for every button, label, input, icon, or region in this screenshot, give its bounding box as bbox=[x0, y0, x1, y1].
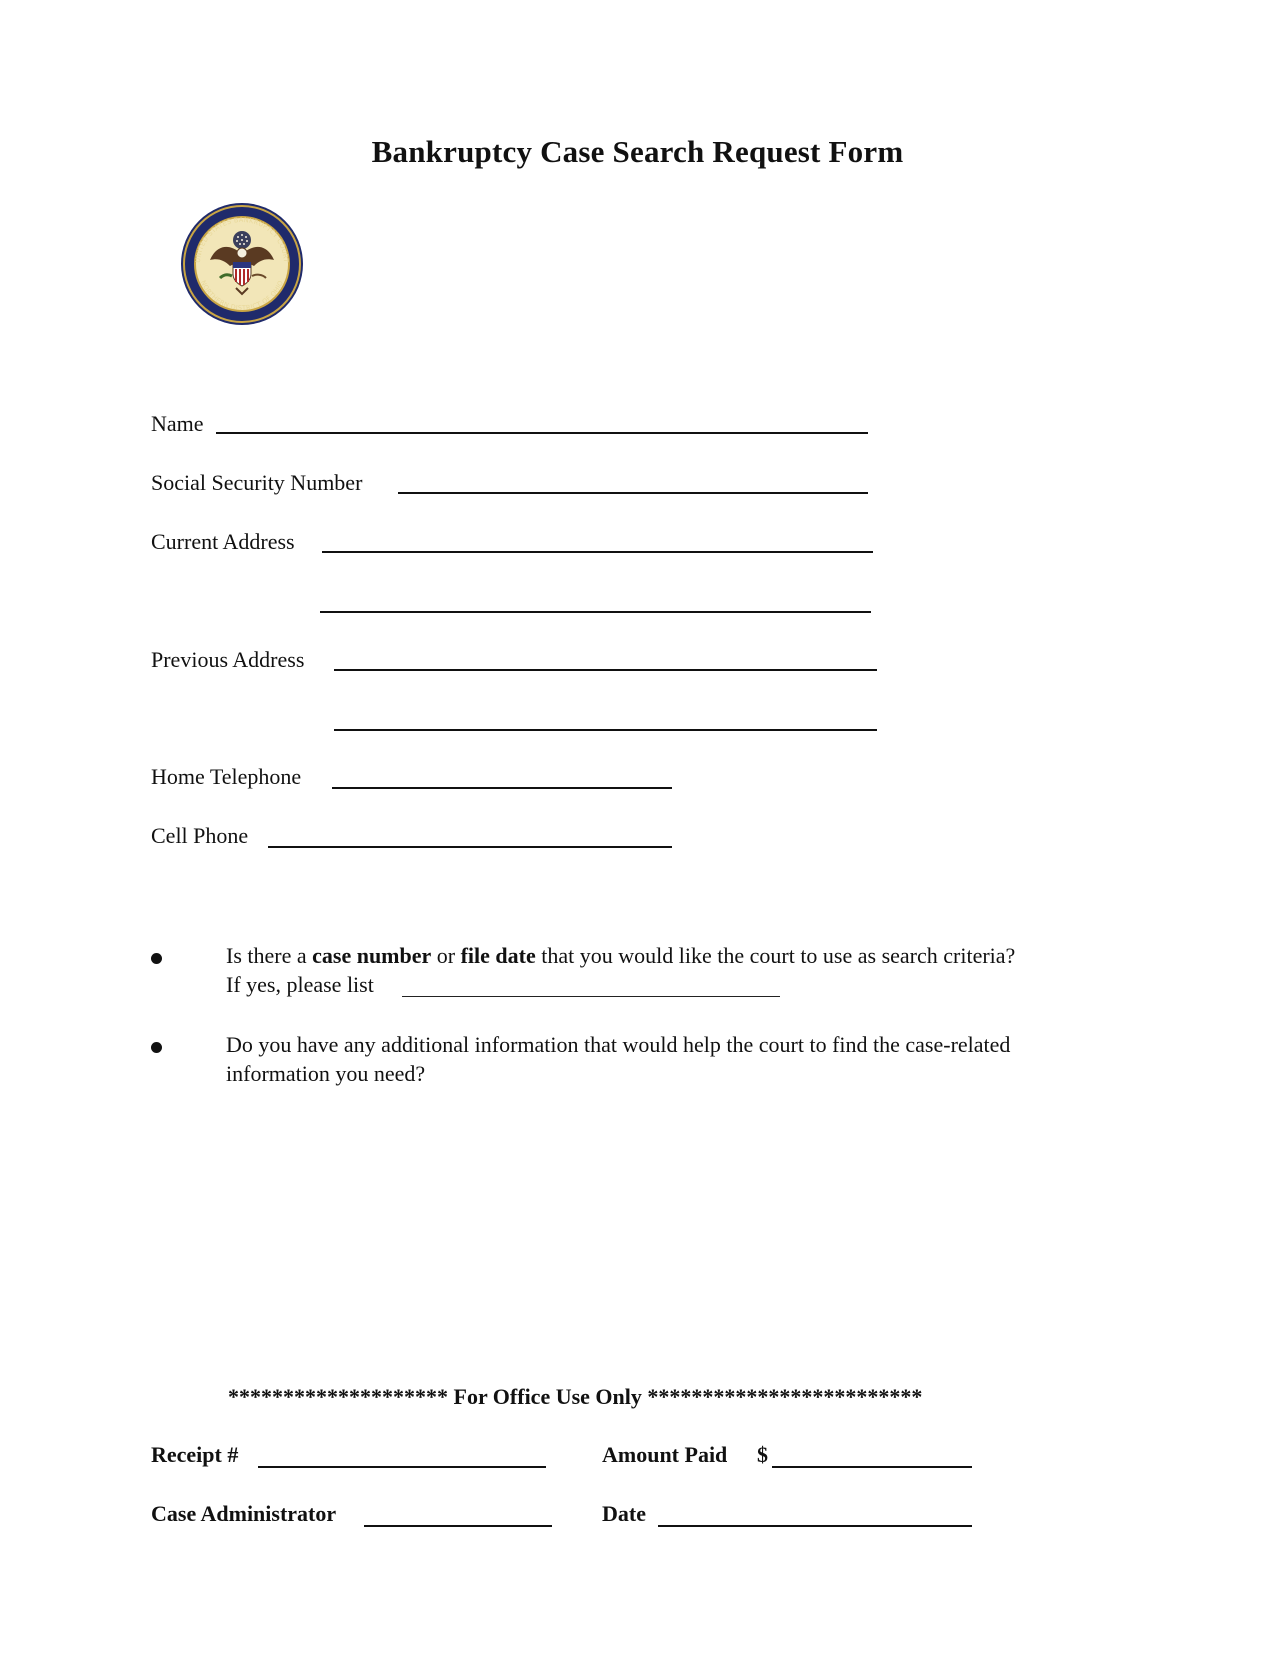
question-1-text-b: or bbox=[431, 943, 461, 968]
name-label: Name bbox=[151, 411, 204, 436]
current-address-field-line2[interactable] bbox=[320, 611, 871, 613]
date-label: Date bbox=[602, 1501, 646, 1526]
cell-phone-label: Cell Phone bbox=[151, 823, 249, 848]
home-telephone-field[interactable] bbox=[332, 787, 672, 789]
date-field[interactable] bbox=[658, 1525, 972, 1527]
office-stars-left: ******************** bbox=[228, 1384, 448, 1409]
cell-phone-field[interactable] bbox=[268, 846, 672, 848]
current-address-field-line1[interactable] bbox=[322, 551, 873, 553]
previous-address-label: Previous Address bbox=[151, 647, 305, 672]
office-use-heading bbox=[228, 1384, 922, 1410]
ssn-field[interactable] bbox=[398, 492, 868, 494]
question-2-line1: Do you have any additional information that would help the court to find the case-related bbox=[226, 1032, 1011, 1057]
seal-text-bottom: NORTHERN DISTRICT OF OHIO bbox=[198, 279, 286, 313]
amount-paid-field[interactable] bbox=[772, 1466, 972, 1468]
question-2-line2: information you need? bbox=[226, 1061, 426, 1086]
bullet-2 bbox=[151, 1042, 162, 1053]
question-1-text-c: that you would like the court to use as search criteria? bbox=[535, 943, 1016, 968]
case-administrator-field[interactable] bbox=[364, 1525, 552, 1527]
name-field[interactable] bbox=[216, 432, 868, 434]
home-telephone-label: Home Telephone bbox=[151, 764, 302, 789]
amount-paid-label: Amount Paid bbox=[602, 1442, 728, 1467]
question-1-case-number: case number bbox=[312, 943, 432, 968]
receipt-label: Receipt # bbox=[151, 1442, 239, 1467]
bullet-1 bbox=[151, 953, 162, 964]
previous-address-field-line2[interactable] bbox=[334, 729, 877, 731]
case-number-field[interactable] bbox=[402, 996, 780, 997]
question-1-file-date: file date bbox=[460, 943, 536, 968]
ssn-label: Social Security Number bbox=[151, 470, 363, 495]
office-use-title: For Office Use Only bbox=[453, 1384, 642, 1409]
office-stars-right: ************************* bbox=[647, 1384, 923, 1409]
question-1-text-a: Is there a bbox=[226, 943, 313, 968]
question-1-line2: If yes, please list bbox=[226, 972, 374, 997]
question-1-line1 bbox=[226, 941, 1015, 970]
form-title: Bankruptcy Case Search Request Form bbox=[371, 134, 904, 169]
dollar-sign: $ bbox=[757, 1442, 768, 1467]
receipt-field[interactable] bbox=[258, 1466, 546, 1468]
seal-text-top: UNITED STATES BANKRUPTCY COURT bbox=[193, 215, 291, 264]
previous-address-field-line1[interactable] bbox=[334, 669, 877, 671]
current-address-label: Current Address bbox=[151, 529, 295, 554]
court-seal-logo bbox=[180, 202, 304, 326]
case-administrator-label: Case Administrator bbox=[151, 1501, 337, 1526]
